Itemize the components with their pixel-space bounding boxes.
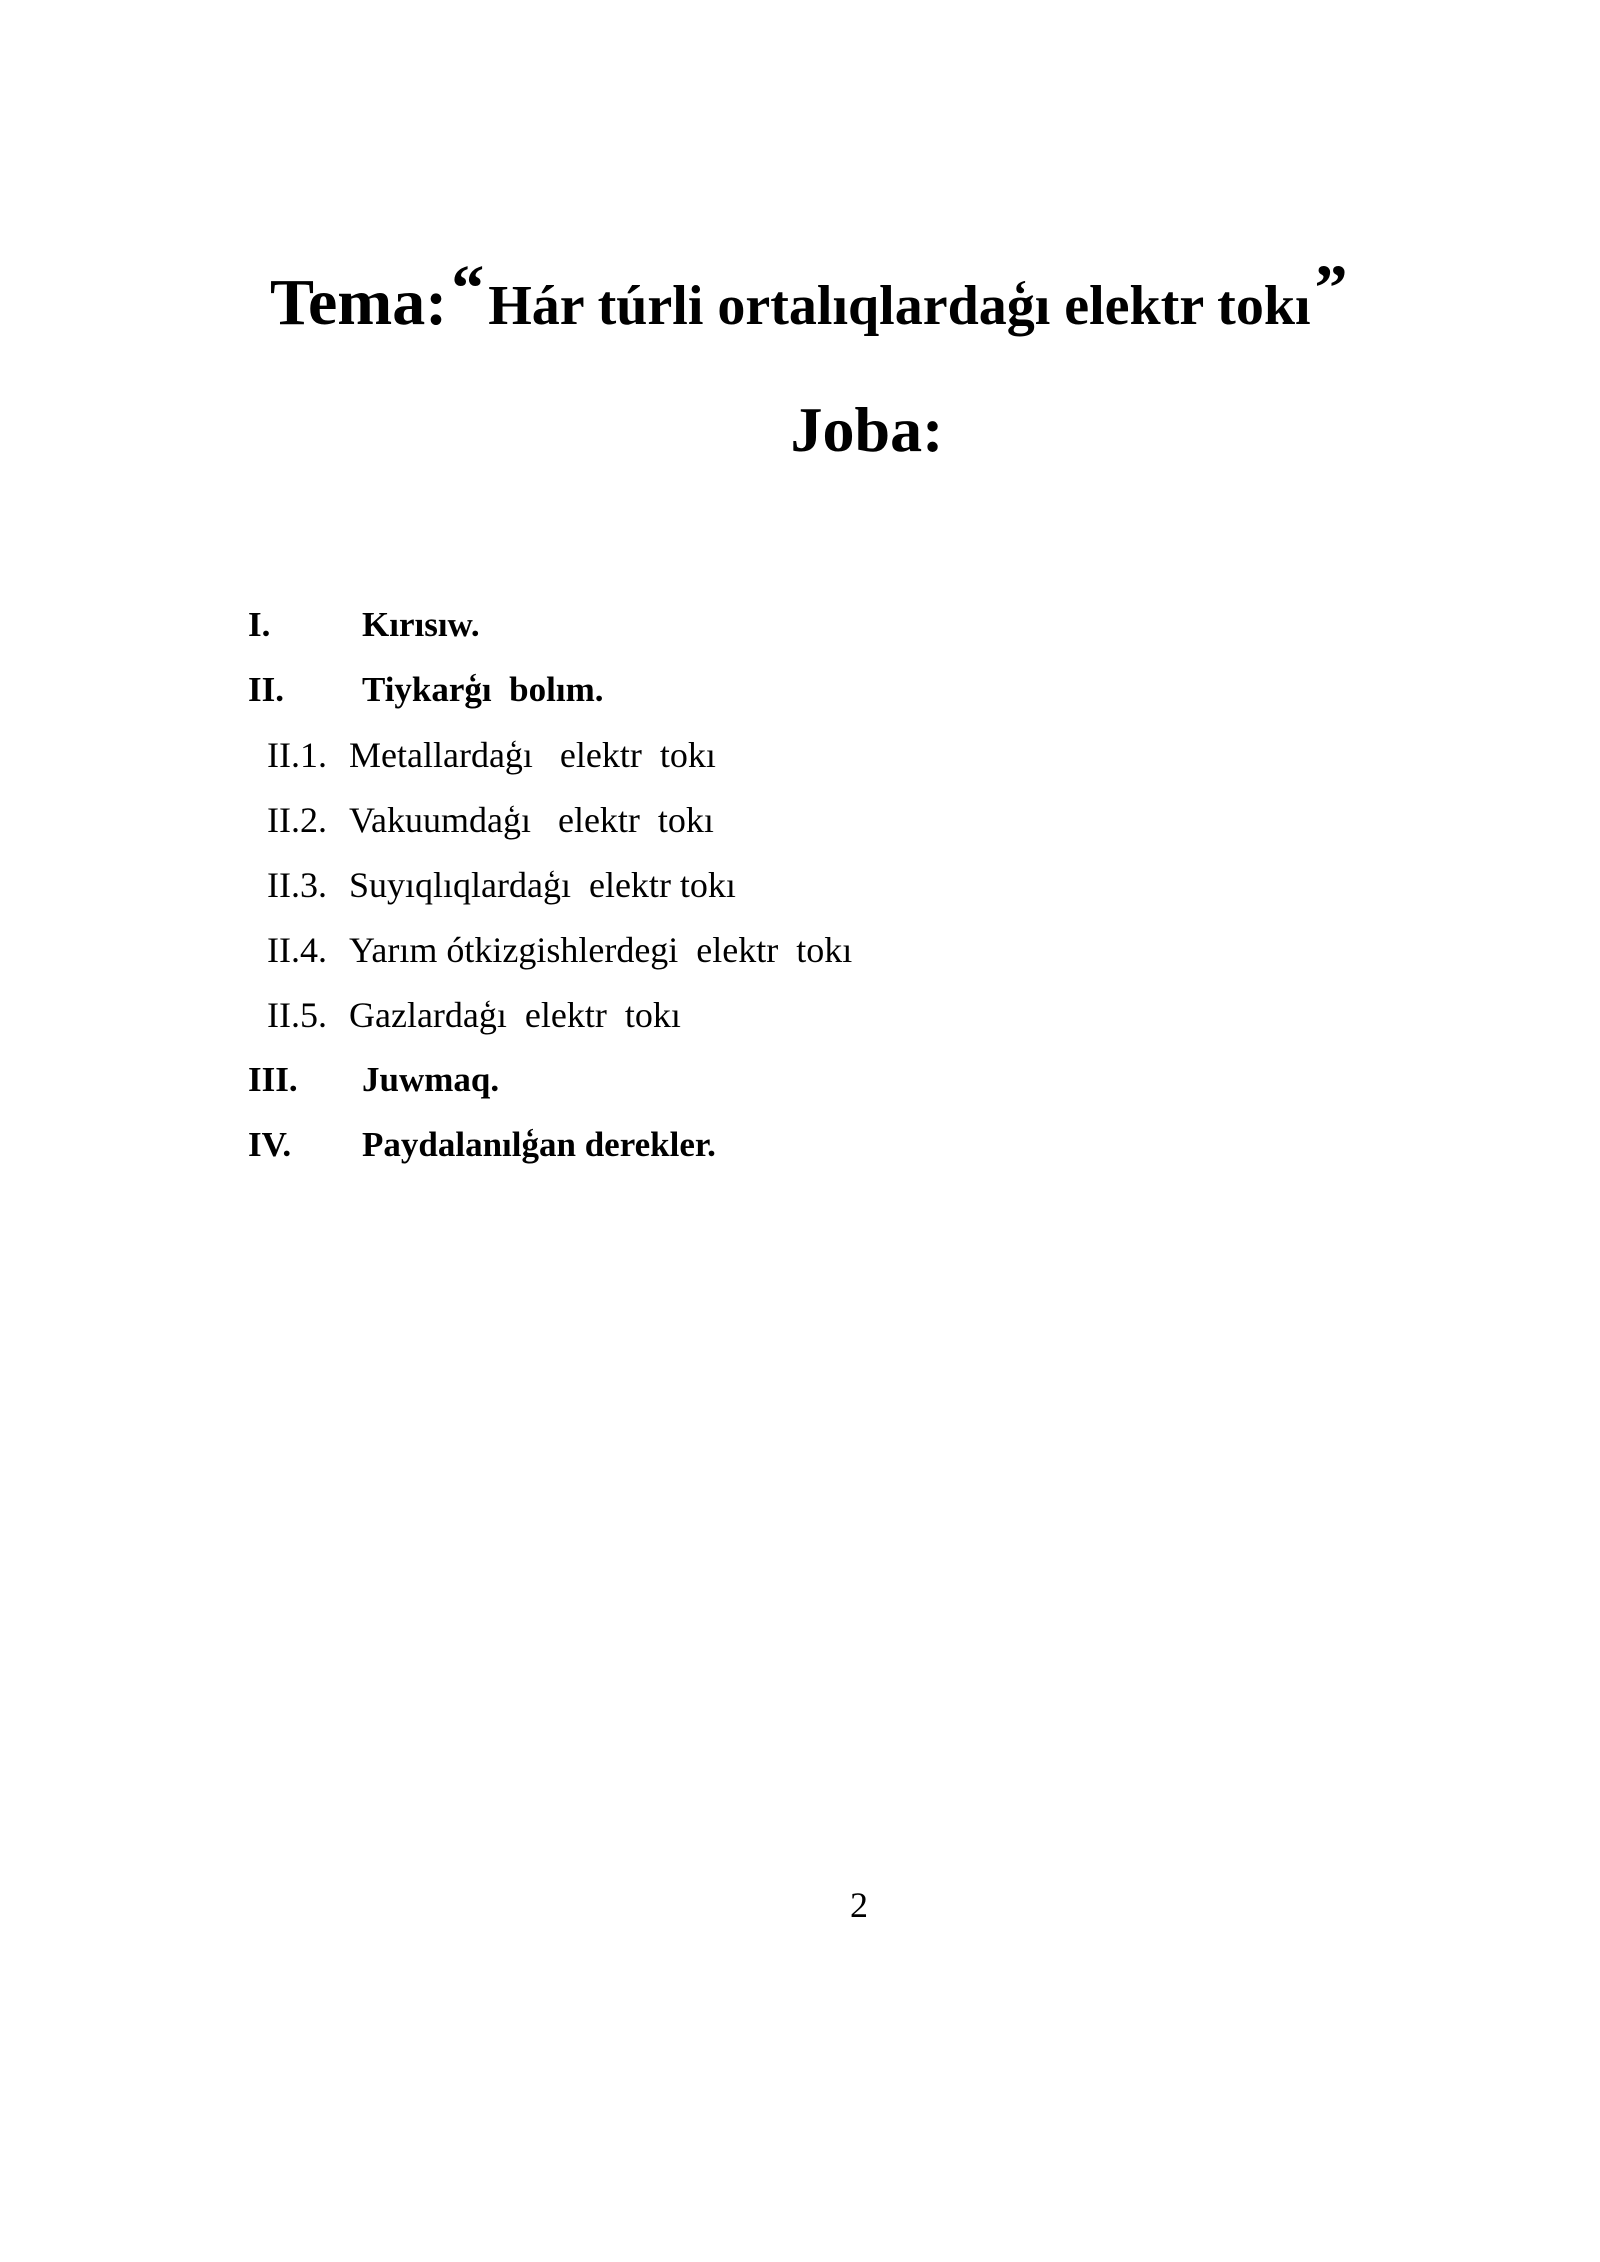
title-text: Hár túrli ortalıqlardaģı elektr tokı bbox=[488, 275, 1311, 337]
document-title bbox=[270, 252, 1470, 339]
page-number: 2 bbox=[850, 1885, 868, 1925]
toc-subitem-label: Gazlardaģı elektr tokı bbox=[349, 995, 681, 1035]
toc-item bbox=[248, 1120, 716, 1170]
toc-item-number: I. bbox=[248, 605, 271, 644]
toc-item bbox=[248, 665, 604, 715]
title-open-quote: “ bbox=[451, 252, 485, 325]
toc-subitem bbox=[267, 925, 853, 975]
toc-subitem-number: II.4. bbox=[267, 930, 327, 970]
toc-item-number: III. bbox=[248, 1060, 298, 1099]
toc-subitem-number: II.3. bbox=[267, 865, 327, 905]
toc-item-number: IV. bbox=[248, 1125, 292, 1164]
toc-subitem-label: Suyıqlıqlardaģı elektr tokı bbox=[349, 865, 736, 905]
toc-item bbox=[248, 1055, 500, 1105]
toc-subitem bbox=[267, 795, 714, 845]
toc-subitem-number: II.1. bbox=[267, 735, 327, 775]
toc-item-number: II. bbox=[248, 670, 284, 709]
toc-subitem-label: Metallardaģı elektr tokı bbox=[349, 735, 716, 775]
toc-subitem-number: II.2. bbox=[267, 800, 327, 840]
title-close-quote: ” bbox=[1314, 252, 1348, 325]
toc-subitem-label: Yarım ótkizgishlerdegi elektr tokı bbox=[349, 930, 853, 970]
toc-subitem-label: Vakuumdaģı elektr tokı bbox=[349, 800, 714, 840]
toc-item-label: Paydalanılģan derekler. bbox=[362, 1125, 716, 1164]
toc-subitem bbox=[267, 730, 716, 780]
toc-item-label: Tiykarģı bolım. bbox=[362, 670, 604, 709]
toc-item-label: Kırısıw. bbox=[362, 605, 480, 644]
toc-item-label: Juwmaq. bbox=[362, 1060, 500, 1099]
toc-subitem bbox=[267, 990, 681, 1040]
toc-subitem bbox=[267, 860, 736, 910]
title-label: Tema: bbox=[270, 266, 448, 339]
toc-item bbox=[248, 600, 480, 650]
plan-heading: Joba: bbox=[790, 394, 944, 465]
toc-subitem-number: II.5. bbox=[267, 995, 327, 1035]
